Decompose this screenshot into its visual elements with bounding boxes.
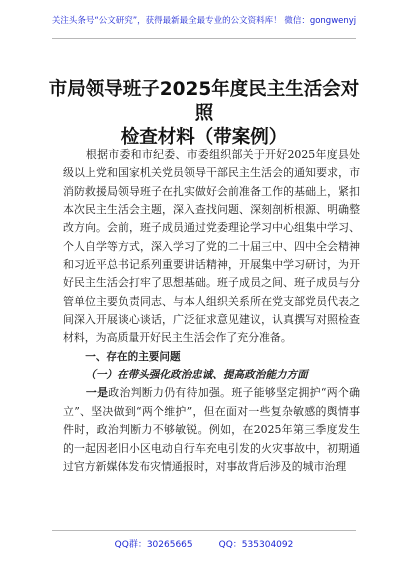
point-text: 政治判断力仍有待加强。班子能够坚定拥护“两个确立”、坚决做到“两个维护”，但在面对一些复杂敏感的舆情事件时，政治判断力不够敏锐。例如，在2025年第三季度发生的一起因老旧小区电动自行车充电引发的火灾事故中，初期通过官方新媒体发布灾情通报时，对事故背后涉及的城市治理 bbox=[63, 386, 360, 473]
footer-qq-number: QQ：535304092 bbox=[218, 540, 294, 550]
point-paragraph-1 bbox=[63, 384, 360, 476]
document-title-line-1: 市局领导班子2025年度民主生活会对照 bbox=[48, 79, 360, 124]
header-divider bbox=[52, 38, 356, 39]
footer-contact-banner bbox=[0, 537, 408, 550]
point-lead: 一是 bbox=[85, 386, 109, 400]
section-heading-1: 一、存在的主要问题 bbox=[85, 350, 181, 363]
document-title bbox=[40, 78, 368, 150]
intro-paragraph: 根据市委和市纪委、市委组织部关于开好2025年度县处级以上党和国家机关党员领导干部民主生活会的通知要求，市消防救援局领导班子在扎实做好会前准备工作的基础上，紧扣本次民主生活会主题，深入查找问题、深刻剖析根源、明确整改方向。会前，班子成员通过党委理论学习中心组集中学习、个人自学等方式，深入学习了党的二十届三中、四中全会精神和习近平总书记系列重要讲话精神，开展集中学习研讨，为开好民主生活会打牢了思想基础。班子成员之间、班子成员与分管单位主要负责同志、与本人组织关系所在党支部党员代表之间深入开展谈心谈话，广泛征求意见建议，认真撰写对照检查材料，为高质量开好民主生活会作了充分准备。 bbox=[63, 148, 360, 345]
document-title-line-2: 检查材料（带案例） bbox=[120, 127, 288, 148]
document-body bbox=[63, 146, 360, 476]
footer-qq-group: QQ群：30265665 bbox=[114, 540, 193, 550]
top-promo-banner: 关注头条号“公文研究”，获得最新最全最专业的公文资料库！ 微信：gongwenyj bbox=[51, 16, 357, 26]
subsection-heading-1: （一）在带头强化政治忠诚、提高政治能力方面 bbox=[85, 369, 308, 382]
footer-divider bbox=[52, 530, 356, 531]
